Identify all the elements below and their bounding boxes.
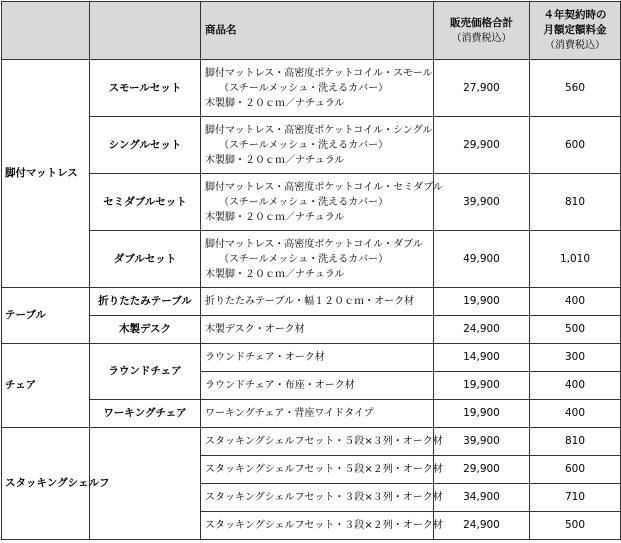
fee-cell: 810: [530, 428, 621, 456]
product-description: 折りたたみテーブル・幅１２０ｃｍ・オーク材: [201, 288, 434, 316]
category-cell: スタッキングシェルフ: [2, 428, 90, 540]
price-cell: 29,900: [434, 456, 530, 484]
fee-heading-line2: 月額定額料金: [543, 24, 607, 36]
fee-cell: 1,010: [530, 231, 621, 288]
category-cell: チェア: [2, 344, 90, 428]
description-line: 脚付マットレス・高密度ポケットコイル・セミダブル: [205, 181, 443, 193]
fee-cell: 600: [530, 117, 621, 174]
description-line: （スチールメッシュ・洗えるカバー）: [219, 139, 389, 151]
table-row: [2, 288, 621, 316]
description-line: 木製脚・２０ｃｍ／ナチュラル: [205, 211, 345, 223]
table-row: [2, 344, 621, 372]
header-product-name: [201, 2, 434, 60]
product-description: [201, 60, 434, 117]
product-description: ラウンドチェア・布座・オーク材: [201, 372, 434, 400]
fee-cell: 500: [530, 316, 621, 344]
product-description: スタッキングシェルフセット・５段×３列・オーク材: [201, 428, 434, 456]
price-table: [1, 1, 621, 540]
subcategory-cell: ラウンドチェア: [90, 344, 201, 400]
price-cell: 19,900: [434, 400, 530, 428]
header-category-blank: [2, 2, 90, 60]
fee-cell: 300: [530, 344, 621, 372]
table-row: [2, 428, 621, 456]
price-cell: 14,900: [434, 344, 530, 372]
table-row: [2, 60, 621, 117]
price-cell: 29,900: [434, 117, 530, 174]
description-line: （スチールメッシュ・洗えるカバー）: [219, 82, 389, 94]
fee-cell: 600: [530, 456, 621, 484]
description-line: 木製脚・２０ｃｍ／ナチュラル: [205, 154, 345, 166]
fee-cell: 810: [530, 174, 621, 231]
description-line: 脚付マットレス・高密度ポケットコイル・シングル: [205, 124, 433, 136]
product-description: [201, 117, 434, 174]
category-cell: テーブル: [2, 288, 90, 344]
product-description: ラウンドチェア・オーク材: [201, 344, 434, 372]
product-name-heading: 商品名: [205, 24, 237, 36]
price-cell: 49,900: [434, 231, 530, 288]
subcategory-cell: ダブルセット: [90, 231, 201, 288]
price-cell: 19,900: [434, 372, 530, 400]
subcategory-cell: シングルセット: [90, 117, 201, 174]
description-line: 木製脚・２０ｃｍ／ナチュラル: [205, 97, 345, 109]
table-row: [2, 117, 621, 174]
fee-cell: 560: [530, 60, 621, 117]
product-description: ワーキングチェア・背座ワイドタイプ: [201, 400, 434, 428]
description-line: 脚付マットレス・高密度ポケットコイル・スモール: [205, 67, 433, 79]
fee-cell: 500: [530, 512, 621, 540]
price-heading: 販売価格合計: [450, 16, 513, 29]
table-row: [2, 174, 621, 231]
fee-cell: 710: [530, 484, 621, 512]
table-row: [2, 316, 621, 344]
subcategory-cell: 折りたたみテーブル: [90, 288, 201, 316]
fee-cell: 400: [530, 400, 621, 428]
table-row: [2, 231, 621, 288]
description-line: （スチールメッシュ・洗えるカバー）: [219, 253, 389, 265]
subcategory-cell: スモールセット: [90, 60, 201, 117]
fee-cell: 400: [530, 372, 621, 400]
subcategory-cell: 木製デスク: [90, 316, 201, 344]
description-line: 木製脚・２０ｃｍ／ナチュラル: [205, 268, 345, 280]
price-cell: 39,900: [434, 428, 530, 456]
price-tax-note: （消費税込）: [451, 32, 512, 44]
category-cell: 脚付マットレス: [2, 60, 90, 288]
description-line: 脚付マットレス・高密度ポケットコイル・ダブル: [205, 238, 423, 250]
product-description: スタッキングシェルフセット・３段×３列・オーク材: [201, 484, 434, 512]
description-line: （スチールメッシュ・洗えるカバー）: [219, 196, 389, 208]
table-row: [2, 400, 621, 428]
product-description: [201, 174, 443, 231]
header-price: [434, 2, 530, 60]
price-cell: 39,900: [434, 174, 530, 231]
price-cell: 24,900: [434, 512, 530, 540]
fee-cell: 400: [530, 288, 621, 316]
subcategory-cell: セミダブルセット: [90, 174, 201, 231]
fee-tax-note: （消費税込）: [545, 40, 605, 51]
product-description: 木製デスク・オーク材: [201, 316, 434, 344]
header-subcategory-blank: [90, 2, 201, 60]
price-cell: 19,900: [434, 288, 530, 316]
price-cell: 27,900: [434, 60, 530, 117]
header-row: [2, 2, 621, 60]
fee-heading-line1: ４年契約時の: [543, 9, 607, 21]
product-description: [201, 231, 434, 288]
subcategory-cell: ワーキングチェア: [90, 400, 201, 428]
price-cell: 34,900: [434, 484, 530, 512]
product-description: スタッキングシェルフセット・５段×２列・オーク材: [201, 456, 434, 484]
price-cell: 24,900: [434, 316, 530, 344]
header-monthly-fee: [530, 2, 621, 60]
product-description: スタッキングシェルフセット・３段×２列・オーク材: [201, 512, 434, 540]
